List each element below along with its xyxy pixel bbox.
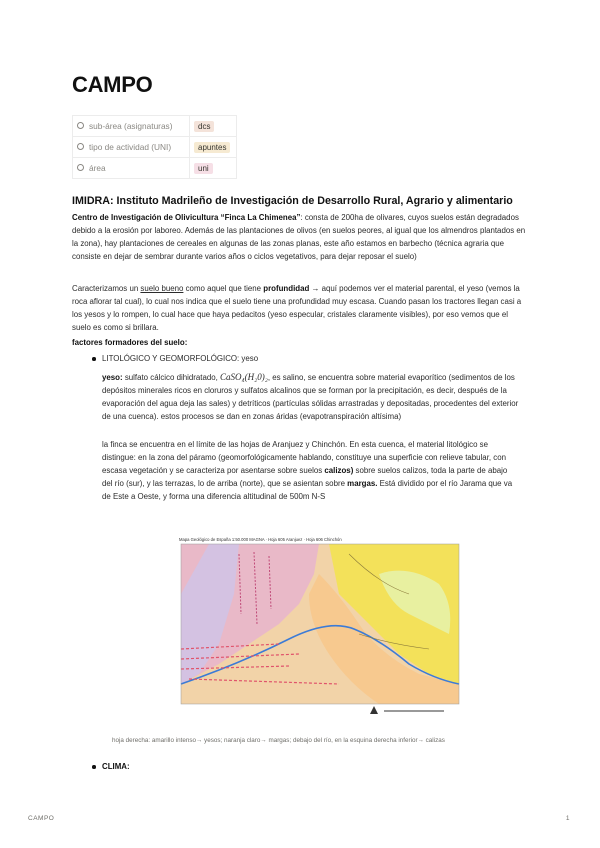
bullet-clima: CLIMA: xyxy=(102,762,130,771)
geological-map-image xyxy=(179,534,462,717)
paragraph-yeso: yeso: sulfato cálcico dihidratado, CaSO₄(H₂0)₂, es salino, se encuentra sobre material evaporítico (sedimentos de los depósitos minerales ricos en cloruros y sulfatos alcalinos que se forman por la precipitación, es decir, después de la evaporación del agua deja las sales) y detríticos (partículas sólidas arrastradas y depositadas, procedentes del exterior de una cuenca). estos procesos se dan en zonas áridas (evapotranspiración altísima) xyxy=(102,372,519,422)
map-header: Mapa Geológico de España 1:50.000 MAGNA · Hoja 605 Aranjuez · Hoja 606 Chinchón xyxy=(179,537,342,542)
property-tag[interactable]: uni xyxy=(194,163,213,174)
paragraph-text: : consta de 200ha de olivares, cuyos suelos están degradados debido a la erosión por laboreo. Además de las plantaciones de olivos (en suelos peores, al igual que los almendros plantados en la zona), hay plantaciones de cereales en algunas de las zonas planas, este año estamos en barbecho (técnica agraria que consiste en dejar de sembrar durante varios años o ciclos vegetativos, para dejar reposar el suelo) xyxy=(72,213,526,262)
property-key: área xyxy=(89,163,106,173)
footer-title: CAMPO xyxy=(28,815,55,822)
underlined-text: suelo bueno xyxy=(140,284,184,293)
page-title: CAMPO xyxy=(72,72,153,97)
bold-text: Centro de Investigación de Olivicultura “Finca La Chimenea” xyxy=(72,213,301,222)
paragraph-text: aquí podemos ver el material parental, el yeso (vemos la roca aflorar tal cual), lo cual nos indica que el suelo tiene una profundidad muy escasa. Cuando pasan los tractores llegan casi a los yesos y lo rompen, lo cual hace que haya pedacitos (yeso especular, cristales claramente visibles), por eso vemos que el suelo es como si brillara. xyxy=(72,284,522,333)
property-row[interactable] xyxy=(73,158,237,179)
circle-icon xyxy=(77,143,84,150)
paragraph-text: Caracterizamos un xyxy=(72,284,141,293)
properties-table xyxy=(72,115,237,179)
property-tag[interactable]: apuntes xyxy=(194,142,230,153)
circle-icon xyxy=(77,164,84,171)
property-row[interactable] xyxy=(73,137,237,158)
page-number: 1 xyxy=(565,815,570,822)
image-caption: hoja derecha: amarillo intenso→ yesos; naranja claro→ margas; debajo del río, en la esquina derecha inferior→ calizas xyxy=(112,737,445,744)
property-key: tipo de actividad (UNI) xyxy=(89,142,172,152)
bullet-litologico: LITOLÓGICO Y GEOMORFOLÓGICO: yeso xyxy=(102,354,259,363)
paragraph-finca xyxy=(72,211,528,263)
property-key: sub-área (asignaturas) xyxy=(89,121,173,131)
property-tag[interactable]: dcs xyxy=(194,121,214,132)
paragraph-suelo xyxy=(72,282,528,334)
chemical-formula: CaSO₄(H₂0)₂ xyxy=(220,372,268,382)
section-heading: IMIDRA: Instituto Madrileño de Investigación de Desarrollo Rural, Agrario y alimentario xyxy=(72,195,513,207)
paragraph-finca-hojas: la finca se encuentra en el límite de las hojas de Aranjuez y Chinchón. En esta cuenca, el material litológico se distingue: en la zona del páramo (geomorfológicamente hablando, constituye una superficie con relieve tabular, con escasa vegetación y se caracteriza por asentarse sobre suelos calizos) sobre suelos calizos, toda la parte de abajo del río (sur), y las terrazas, lo de arriba (norte), que se asientan sobre margas. Está dividido por el río Jarama que va de Este a Oeste, y forma una diferencia altitudinal de 500m N-S xyxy=(102,440,513,502)
factores-heading: factores formadores del suelo: xyxy=(72,338,188,347)
bullet-icon xyxy=(92,765,98,771)
bold-text: profundidad → xyxy=(263,284,320,293)
property-row[interactable] xyxy=(73,116,237,137)
bullet-icon xyxy=(92,357,98,363)
circle-icon xyxy=(77,122,84,129)
paragraph-text: como aquel que tiene xyxy=(183,284,264,293)
